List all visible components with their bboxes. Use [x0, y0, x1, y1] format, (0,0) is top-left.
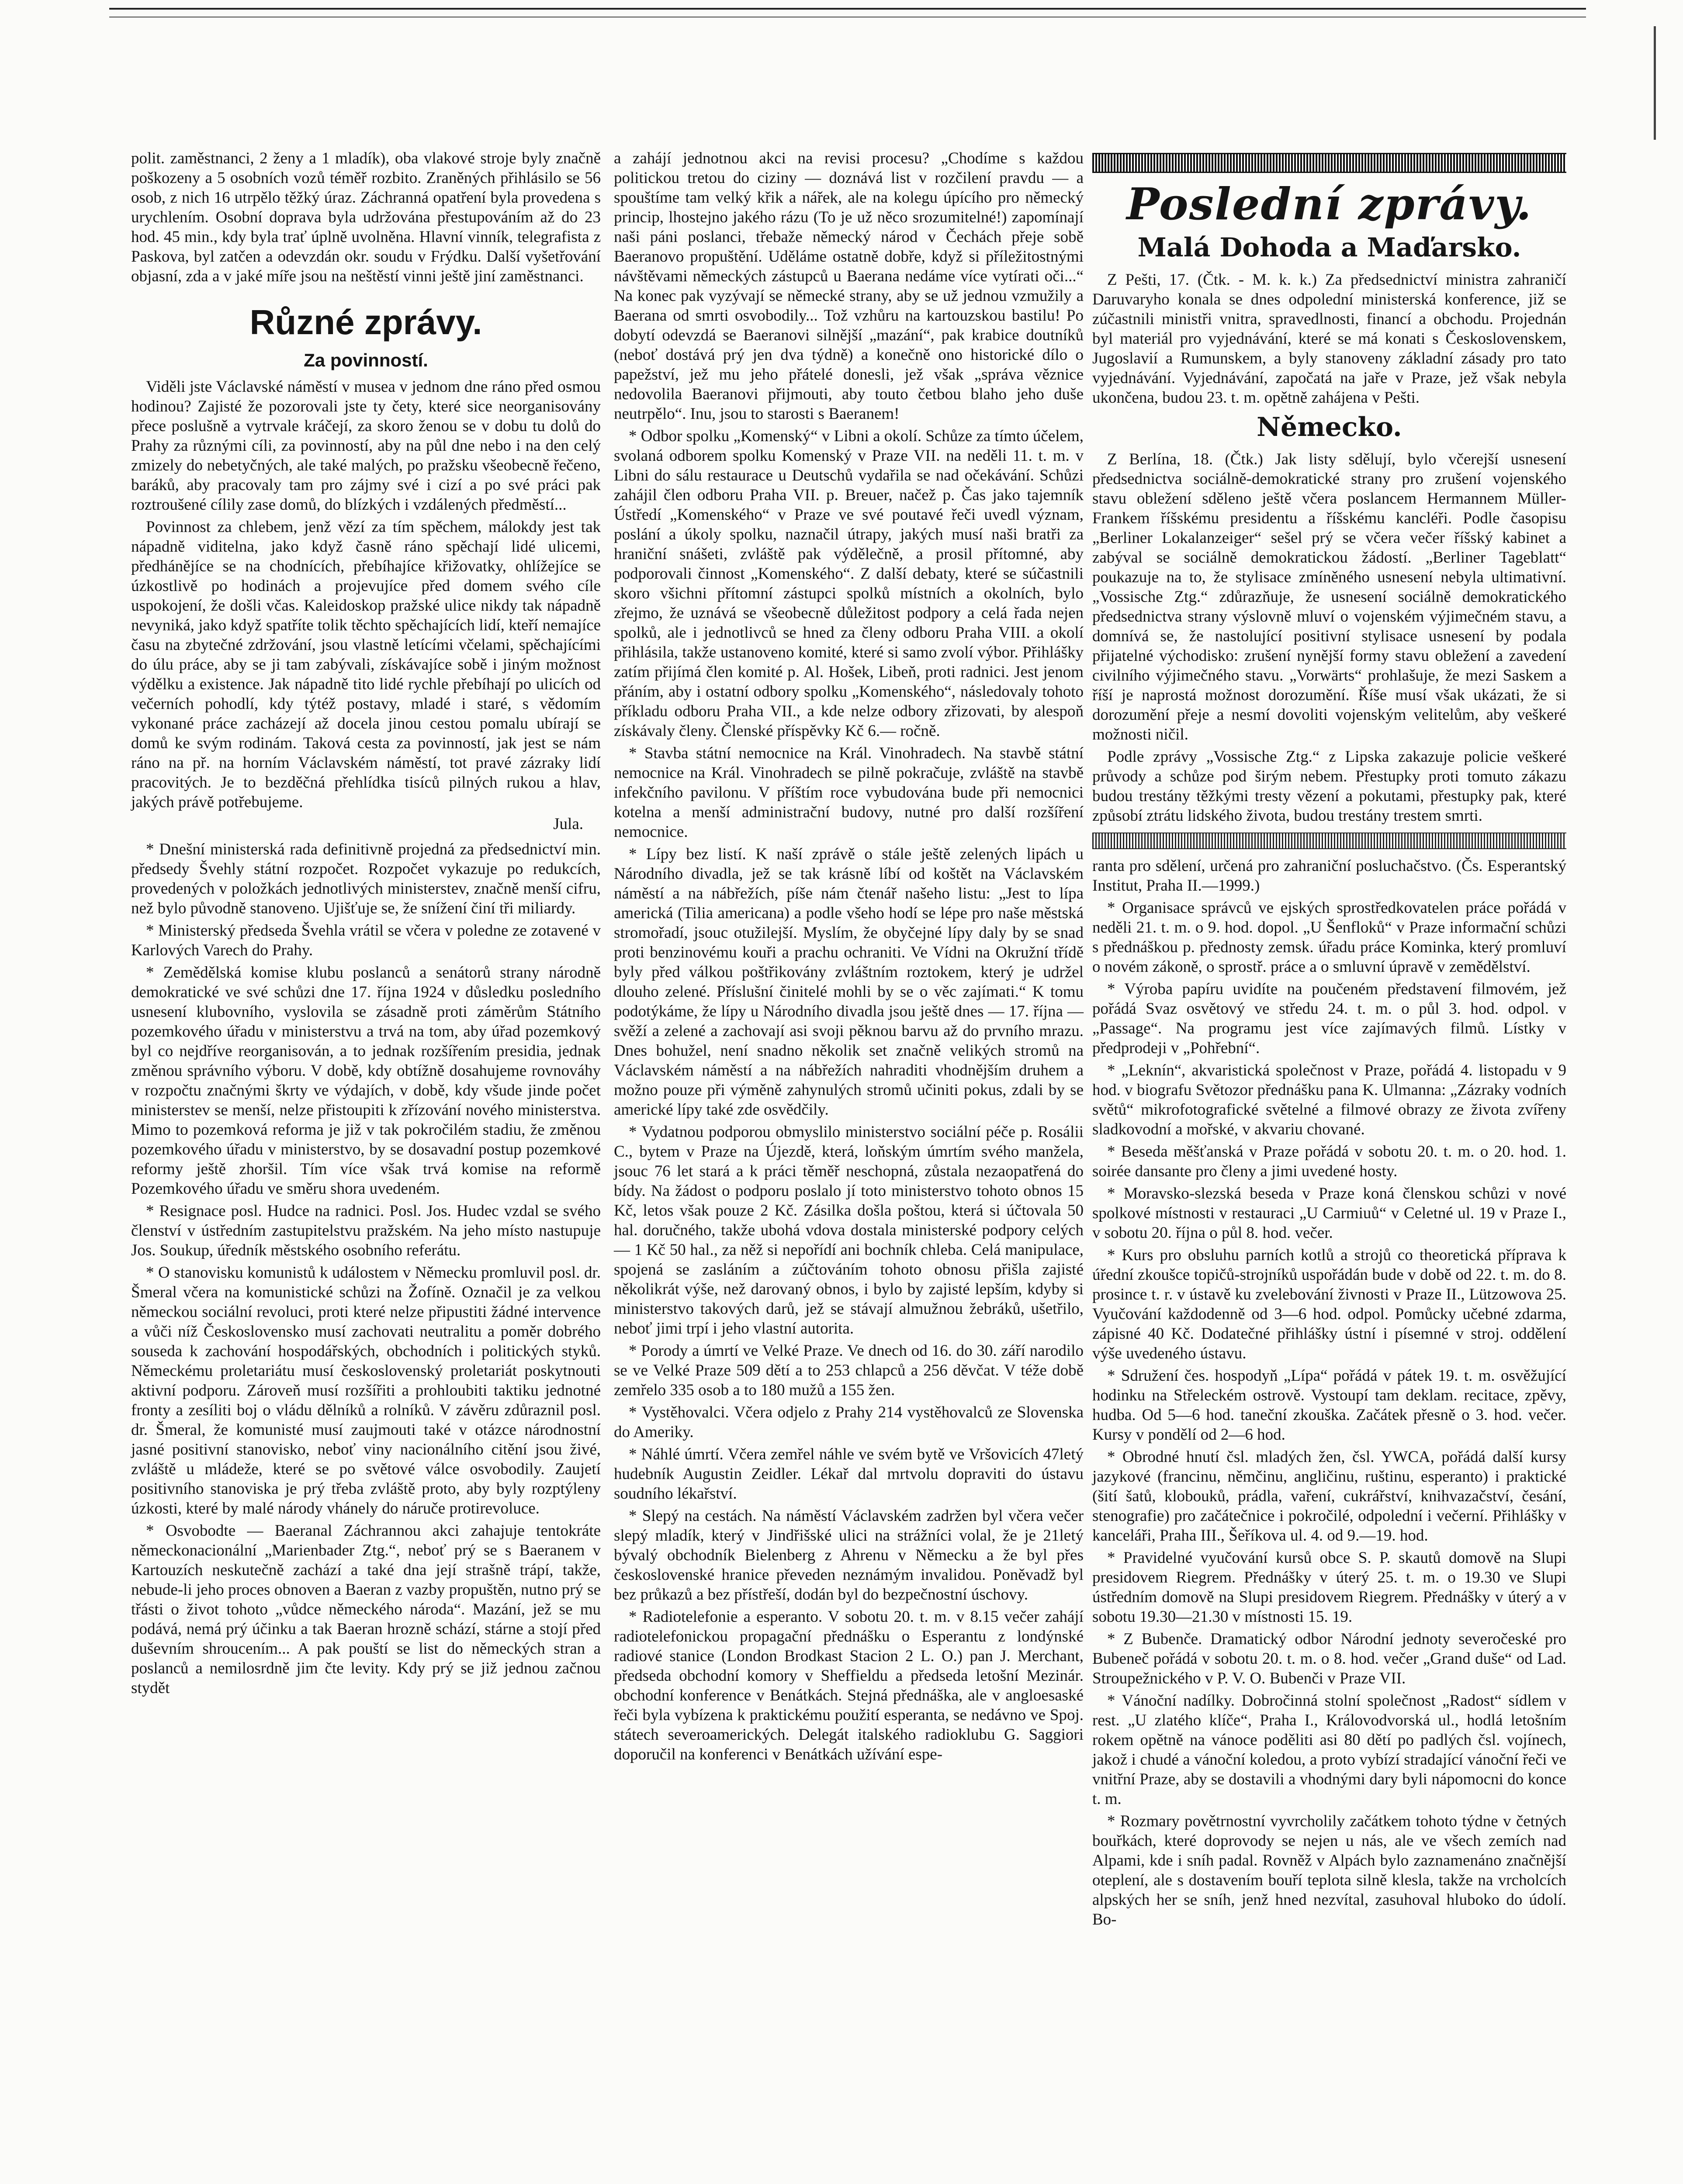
news-item: * Obrodné hnutí čsl. mladých žen, čsl. YWCA, pořádá další kursy jazykové (francinu, němčinu, angličinu, ruštinu, esperanto) i praktické (šití šatů, klobouků, prádla, vaření, cukrářství, knihvazačství, česání, stenografie) pro začátečnice i pokročilé, odpolední i večerní. Přihlášky v kanceláři, Praha III., Šeříkova ul. 4. od 9.—19. hod. — [1092, 1448, 1566, 1545]
news-item: Podle zprávy „Vossische Ztg.“ z Lipska zakazuje policie veškeré průvody a schůze pod širým nebem. Přestupky proti tomuto zákazu budou trestány těžkými tresty vězení a pokutami, přestupky pak, které způsobí ztrátu lidského života, budou trestány trestem smrti. — [1092, 748, 1566, 825]
news-item: * Vydatnou podporou obmyslilo ministerstvo sociální péče p. Rosálii C., bytem v Praze na Újezdě, která, loňským úmrtím svého manžela, jsouc 76 let stará a k práci těměř neschopná, zůstala nezaopatřená do bídy. Na žádost o podporu poslalo jí toto ministerstvo tohoto obnos 15 Kč, letos však pouze 2 Kč. Zásilka došla poštou, která si účtovala 50 hal. doručného, takže ubohá vdova dostala ministerské podpory celých — 1 Kč 50 hal., za něž si nepořídí ani bochník chleba. Celá manipulace, spojená se zasláním a zúčtováním tohoto obnosu přišla zajisté několikrát výše, než darovaný obnos, i bylo by zajisté lepším, kdyby si ministerstvo takových darů, jež se stávají almužnou žebráků, ušetřilo, neboť jimi trpí i jeho vlastní autorita. — [614, 1123, 1084, 1337]
article-heading: Malá Dohoda a Maďarsko. — [1137, 232, 1521, 263]
news-item: * Z Bubenče. Dramatický odbor Národní jednoty severočeské pro Bubeneč pořádá v sobotu 20. t. m. o 8. hod. večer „Grand duše“ od Lad. Stroupežnického v P. V. O. Bubenči v Praze VII. — [1092, 1630, 1566, 1687]
news-item: * Beseda měšťanská v Praze pořádá v sobotu 20. t. m. o 20. hod. 1. soirée dansante pro členy a jimi uvedené hosty. — [1092, 1143, 1566, 1180]
news-item: * Vystěhovalci. Včera odjelo z Prahy 214 vystěhovalců ze Slovenska do Ameriky. — [614, 1403, 1084, 1441]
news-item: * Moravsko-slezská beseda v Praze koná členskou schůzi v nové spolkové místnosti v restauraci „U Carmiuů“ v Celetné ul. 19 v Praze I., v sobotu 20. října o půl 8. hod. večer. — [1092, 1185, 1566, 1242]
news-item: * Stavba státní nemocnice na Král. Vinohradech. Na stavbě státní nemocnice na Král. Vinohradech se pilně pokračuje, zvláště na stavbě infekčního pavilonu. V příštím roce vybudována bude při nemocnici kotelna a menší administrační budovy, nutné pro další rozšíření nemocnice. — [614, 744, 1084, 841]
article-text: Povinnost za chlebem, jenž vězí za tím spěchem, málokdy jest tak nápadně viditelna, jako když časně ráno spěchají lidé ulicemi, předhánějíce se na chodnících, přebíhajíce křižovatky, ohlížejíce se úzkostlivě po hodinách a projevujíce před domem svého cíle uspokojení, že došli včas. Kaleidoskop pražské ulice nikdy tak nápadně nevyniká, jako když spatříte tolik těchto spěchajících lidí, kteří nemajíce času na zbytečné zdržování, jsou vlastně letícími včelami, spěchajícími do úlu práce, aby se ji tam zabývali, získávajíce sobě i jiným možnost výdělku a existence. Jak nápadně tito lidé rychle přebíhají po ulicích od večerních pohodlí, kdy týtéž postavy, mladé i staré, s vědomím vykonané práce zacházejí až docela jinou cestou pomalu ubírají se domů ke svým rodinám. Taková cesta za povinností, jak jest se nám ráno na př. na horním Václavském náměstí, tot pravé zázraky lidí pracovitých. Je to bezděčná přehlídka tisíců pilných rukou a hlav, jakých právě potřebujeme. — [131, 518, 601, 811]
news-item: * Lípy bez listí. K naší zprávě o stále ještě zelených lipách u Národního divadla, jež se tak krásně líbí od koštět na Václavském náměstí a na nábřežích, píše nám čtenář našeho listu: „Jest to lípa americká (Tilia americana) a podle všeho hodí se lépe pro naše městská stromořadí, jsouc otužilejší. Myslím, že obyčejné lípy daly by se snad proti benzinovému kouři a prachu ochraniti. Ve Vídni na Okružní třídě byly před válkou poštřikovány zvláštním roztokem, který je udržel dlouho zelené. Příslušní činitelé mohli by se o věc zajímati.“ K tomu podotýkáme, že lípy u Národního divadla jsou ještě dnes — 17. října — svěží a zelené a zachovají asi svoji pěknou barvu až do prvního mrazu. Dnes bohužel, není snadno několik set značně velikých stromů na Václavském náměstí a na nábřežích nahraditi vhodnějším druhem a možno pouze při výměně zahynulých stromů učiniti pokus, zdali by se americké lípy také zde osvědčily. — [614, 845, 1084, 1119]
news-item: Z Pešti, 17. (Čtk. - M. k. k.) Za předsednictví ministra zahraničí Daruvaryho konala se dnes odpolední ministerská konference, již se zúčastnili ministři vnitra, spravedlnosti, financí a obchodu. Projednán byl materiál pro vyjednávání, které se má konati s Československem, Jugoslavií a Rumunskem, a byly stanoveny základní zásady pro tato vyjednávání. Vyjednávání, započatá na jaře v Praze, jež však nebyla ukončena, budou 23. t. m. opětně zahájena v Pešti. — [1092, 271, 1566, 407]
header-band — [1092, 153, 1566, 173]
news-item: * Zemědělská komise klubu poslanců a senátorů strany národně demokratické ve své schůzi dne 17. října 1924 v důsledku posledního usnesení klubovního, vyslovila se zásadně proti záměrům Státního pozemkového úřadu v ministerstvu a trvá na tom, aby úřad pozemkový byl co nejdříve reorganisován, a to jednak rozšířením presidia, jednak změnou správního výboru. V době, kdy obtížně dosahujeme rovnováhy v rozpočtu značnými škrty ve výdajích, v době, kdy všude jinde počet ministerstev se menší, nelze přistoupiti k zřízování nového ministerstva. Mimo to pozemková reforma je již v tak pokročilém stadiu, že změnou pozemkového úřadu v ministerstvo, by se dosavadní postup pozemkové reformy ještě zhoršil. Tím více však trvá komise na reformě Pozemkového úřadu ve směru shora uvedeném. — [131, 964, 601, 1198]
news-item: * Ministerský předseda Švehla vrátil se včera v poledne ze zotavené v Karlových Varech do Prahy. — [131, 922, 601, 959]
news-item: Z Berlína, 18. (Čtk.) Jak listy sdělují, bylo včerejší usnesení předsednictva sociálně-demokratické strany pro zrušení vojenského stavu obležení sděleno ještě včera poslancem Hermannem Müller-Frankem říšskému presidentu a říšskému kancléři. Podle časopisu „Berliner Lokalanzeiger“ sešel prý se včera večer říšský kabinet a zabýval se sociálně demokratickou žádostí. „Berliner Tageblatt“ poukazuje na to, že stylisace zmíněného usnesení nebyla ultimativní. „Vossische Ztg.“ zdůrazňuje, že usnesení sociálně demokratického předsednictva strany výslovně mluví o vojenském výjimečném stavu, a domnívá se, že nastolující positivní stylisace usnesení by podala přijatelné východisko: zrušení nynější formy stavu obležení a zavedení civilního výjimečného stavu. „Vorwärts“ prohlašuje, že mezi Saskem a říší je naprostá možnost dorozumění. Říše musí však ukázati, že si dorozumění přeje a nesmí dovoliti vojenským velitelům, aby veškeré možnosti ničil. — [1092, 450, 1566, 743]
news-item: * Dnešní ministerská rada definitivně projedná za předsednictví min. předsedy Švehly státní rozpočet. Rozpočet vykazuje po redukcích, provedených v položkách jednotlivých ministerstev, značně menší cifru, než bylo původně stanoveno. Ujišťuje se, že snížení činí tři miliardy. — [131, 840, 601, 917]
article-heading: Německo. — [1257, 412, 1402, 442]
article-signature: Jula. — [553, 815, 583, 833]
column-middle — [614, 149, 1084, 1767]
article-heading: Za povinností. — [304, 350, 428, 370]
section-divider — [1092, 833, 1566, 849]
top-rule — [109, 8, 1586, 17]
news-item: * Vánoční nadílky. Dobročinná stolní společnost „Radost“ sídlem v rest. „U zlatého klíče“, Praha I., Královodvorská ul., hodlá letošním rokem opětně na vánoce poděliti asi 80 dětí po padlých čsl. vojínech, jakož i chudé a vánoční koledou, a proto vybízí stradající vánoční řeči ve vnitřní Praze, aby se dostavili a vhodnými dary byli nápomocni do konce t. m. — [1092, 1692, 1566, 1808]
news-item: * Slepý na cestách. Na náměstí Václavském zadržen byl včera večer slepý mladík, který v Jindřišské ulici na strážníci volal, že je 21letý bývalý obchodník Bielenberg z Ahrenu v Německu a že byl přes československé hranice převeden neznámým invalidou. Poněvadž byl bez průkazů a bez přístřeší, dodán byl do bezpečnostní úschovy. — [614, 1507, 1084, 1603]
news-item: * Pravidelné vyučování kursů obce S. P. skautů domově na Slupi presidovem Riegrem. Přednášky v úterý 25. t. m. o 19.30 ve Slupi ústředním domově na Slupi presidovem Riegrem. Přednášky v úterý a v sobotu 19.30—21.30 v místnosti 15. 19. — [1092, 1549, 1566, 1626]
news-item: * Výroba papíru uvidíte na poučeném představení filmovém, jež pořádá Svaz osvětový ve středu 24. t. m. o půl 3. hod. odpol. v „Passage“. Na programu jest více zajímavých filmů. Lístky v předprodeji v „Pohřební“. — [1092, 980, 1566, 1057]
news-item: * Kurs pro obsluhu parních kotlů a strojů co theoretická příprava k úřední zkoušce topičů-strojníků uspořádán bude v době od 22. t. m. do 8. prosince t. r. v ústavě ku zvelebování živnosti v Praze II., Lützowova 25. Vyučování každodenně od 3—6 hod. odpol. Pomůcky učebné zdarma, zápisné 40 Kč. Dodatečné přihlášky ústní i písemné v stroj. oddělení výše uvedeného ústavu. — [1092, 1246, 1566, 1362]
news-item: * O stanovisku komunistů k událostem v Německu promluvil posl. dr. Šmeral včera na komunistické schůzi na Žofíně. Označil je za velkou německou sociální revoluci, proti které nelze připustiti žádné intervence a vůči níž Československo musí zachovati neutralitu a poměr dobrého souseda k zachování hospodářských, obchodních i politických styků. Německému proletariátu musí československý proletariát poskytnouti aktivní podporu. Zároveň musí rozšířiti a prohloubiti taktiku jednotné fronty a zesíliti boj o vládu dělníků a rolníků. V závěru zdůraznil posl. dr. Šmeral, že komunisté musí zaujmouti také v otázce národnostní jasné positivní stanovisko, neboť viny nacionálního citění jsou živé, zvláště u mládeže, které se po světové válce osvobodily. Zaujetí positivního stanoviska je prý třeba zvláště proto, aby byly rozptýleny úzkosti, které by malé národy vhánely do náruče protirevoluce. — [131, 1264, 601, 1517]
column-right — [1092, 153, 1566, 1932]
news-item: * Odbor spolku „Komenský“ v Libni a okolí. Schůze za tímto účelem, svolaná odborem spolku Komenský v Praze VII. na neděli 11. t. m. v Libni do sálu restaurace u Deutschů vydařila se nad očekávání. Schůzi zahájil člen odboru Praha VII. p. Breuer, načež p. Čas jako tajemník Ústředí „Komenského“ v Praze ve své poutavé řeči uvedl význam, poslání a úkoly spolku, naznačil útrapy, jakých musí naši bratři za hraniční snášeti, zvláště pak výdělečně, a prosil přítomné, aby podporovali činnost „Komenského“. Z další debaty, které se súčastnili skoro všichni přítomní zástupci spolků místních a okolních, bylo zřejmo, že uznává se všeobecně důležitost podpory a celá řada nejen spolků, ale i jednotlivců se hned za členy odboru Praha VIII. a okolí přihlásila, takže ustanoveno komité, které si samo zvolí výbor. Přihlášky zatím přijímá člen komité p. Al. Hošek, Libeň, proti radnici. Jest jenom přáním, aby i ostatní odbory spolku „Komenského“, následovaly tohoto příkladu odboru Praha VII., a kde nelze odbory zřizovati, by alespoň získávaly členy. Členské příspěvky Kč 6.— ročně. — [614, 427, 1084, 740]
news-item: * Náhlé úmrtí. Včera zemřel náhle ve svém bytě ve Vršovicích 47letý hudebník Augustin Zeidler. Lékař dal mrtvolu dopraviti do ústavu soudního lékařství. — [614, 1445, 1084, 1503]
section-title: Poslední zprávy. — [1126, 178, 1532, 230]
news-item: * Resignace posl. Hudce na radnici. Posl. Jos. Hudec vzdal se svého členství v ústředním zastupitelstvu pražském. Na jeho místo nastupuje Jos. Soukup, úředník městského osobního referátu. — [131, 1202, 601, 1259]
news-item: * Sdružení čes. hospodyň „Lípa“ pořádá v pátek 19. t. m. osvěžující hodinku na Střeleckém ostrově. Vystoupí tam deklam. recitace, zpěvy, hudba. Od 5—6 hod. taneční zkouška. Začátek přesně o 3. hod. večer. Kursy v pondělí od 2—6 hod. — [1092, 1367, 1566, 1444]
article-text: a zahájí jednotnou akci na revisi procesu? „Chodíme s každou politickou tretou do ciziny — doznává list v rozčilení pravdu — a spouštíme tam velký křik a nářek, ale na kolegu úpícího pro německý princip, lhostejno jakého rázu (To je už něco srozumitelné!) zapomínají naši páni poslanci, třebaže německý národ v Čechách přeje sobě Baeranovo propuštění. Uděláme ostatně dobře, když si příležitostnými návštěvami německých zástupců u Baerana nedáme více vytírati oči...“ Na konec pak vyzývají se německé strany, aby se už jednou vzmužily a Baerana od smrti osvobodily... Tož vzhůru na kartouzskou bastilu! Po dobytí odevzdá se Baeranovi silnější „mazání“, pak krabice doutníků (neboť dostává prý jen dva týdně) a konečně ono historické dílo o papežství, jež mu jeho přátelé donesli, jež však „správa věznice nedovolila Baeranovi přijmouti, aby touto četbou blaho jeho duše neutrpělo“. Inu, jsou to starosti s Baeranem! — [614, 149, 1084, 423]
section-heading: Různé zprávy. — [249, 303, 482, 342]
news-item: ranta pro sdělení, určená pro zahraniční posluchačstvo. (Čs. Esperantský Institut, Praha II.—1999.) — [1092, 857, 1566, 895]
news-item: * Organisace správců ve ejských sprostředkovatelen práce pořádá v neděli 21. t. m. o 9. hod. dopol. „U Šenfloků“ v Praze informační schůzi s přednáškou p. přednosty zemsk. úřadu práce Kominka, který promluví o novém zákoně, o sprostř. práce a o smluvní úpravě v zemědělství. — [1092, 899, 1566, 976]
news-item: * Radiotelefonie a esperanto. V sobotu 20. t. m. v 8.15 večer zahájí radiotelefonickou propagační přednášku o Esperantu z londýnské radiové stanice (London Brodkast Stacion 2 L. O.) pan J. Merchant, předseda obchodní komory v Sheffieldu a předseda letošní Mezinár. obchodní konference v Benátkách. Stejná přednáška, ale v angloesaské řeči byla vybízena k praktickému použití esperanta, se nedávno ve Spoj. státech severoamerických. Delegát italského radioklubu G. Saggiori doporučil na konferenci v Benátkách užívání espe- — [614, 1608, 1084, 1763]
column-left — [131, 149, 601, 1700]
news-item: * Rozmary povětrnostní vyvrcholily začátkem tohoto týdne v četných bouřkách, které doprovody se nejen u nás, ale ve všech zemích nad Alpami, kde i sníh padal. Rovněž v Alpách bylo zaznamenáno značnější oteplení, ale s dostavením bouří teplota silně klesla, takže na vrcholcích alpských her se sníh, jenž hned nezvítal, zasuhoval hluboko do údolí. Bo- — [1092, 1812, 1566, 1928]
article-text: Viděli jste Václavské náměstí v musea v jednom dne ráno před osmou hodinou? Zajisté že pozorovali jste ty čety, které sice neorganisovány přece poslušně a vytrvale kráčejí, za skoro ženou se v dobu tu dolů do Prahy za různými cíli, za povinností, aby na půl dne nebo i na den celý zmizely do nebetyčných, ale také malých, po pražsku všeobecně řečeno, baráků, aby pracovaly tam pro zájmy své i cizí a po své práci pak roztroušené cílily zase domů, do blízkých i vzdálených předměstí... — [131, 378, 601, 514]
news-item: * Porody a úmrtí ve Velké Praze. Ve dnech od 16. do 30. září narodilo se ve Velké Praze 509 dětí a to 253 chlapců a 256 děvčat. V téže době zemřelo 335 osob a to 180 mužů a 155 žen. — [614, 1342, 1084, 1399]
margin-mark — [1654, 26, 1656, 140]
news-item: * Osvobodte — Baeranal Záchrannou akci zahajuje tentokráte německonacionální „Marienbader Ztg.“, neboť prý se s Baeranem v Kartouzích neskutečně zachází a také dna její strašně trápí, takže, nebude-li jeho proces obnoven a Baeran z vazby propuštěn, nutno prý se třásti o život tohoto „vůdce německého národa“. Mazání, jež se mu podává, nemá prý účinku a tak Baeran hrozně schází, stárne a stojí před duševním shroucením... A pak pouští se list do německých stran a poslanců a nemilosrdně jim čte levity. Kdy prý se již jednou začnou stydět — [131, 1522, 601, 1697]
article-text: polit. zaměstnanci, 2 ženy a 1 mladík), oba vlakové stroje byly značně poškozeny a 5 osobních vozů téměř rozbito. Zraněných přihlásilo se 56 osob, z nich 16 utrpělo těžký úraz. Záchranná opatření byla provedena s urychlením. Osobní doprava byla udržována přestupováním až do 23 hod. 45 min., kdy byla trať úplně uvolněna. Hlavní vinník, telegrafista z Paskova, byl zatčen a odevzdán okr. soudu v Frýdku. Další vyšetřování objasní, zda a v jaké míře jsou na neštěstí vinni ještě jiní zaměstnanci. — [131, 149, 601, 285]
news-item: * „Leknín“, akvaristická společnost v Praze, pořádá 4. listopadu v 9 hod. v biografu Světozor přednášku pana K. Ulmanna: „Zázraky vodních světů“ mikrofotografické světelné a filmové obrazy ze života zvířeny sladkovodní a mořské, v akvariu chované. — [1092, 1061, 1566, 1138]
